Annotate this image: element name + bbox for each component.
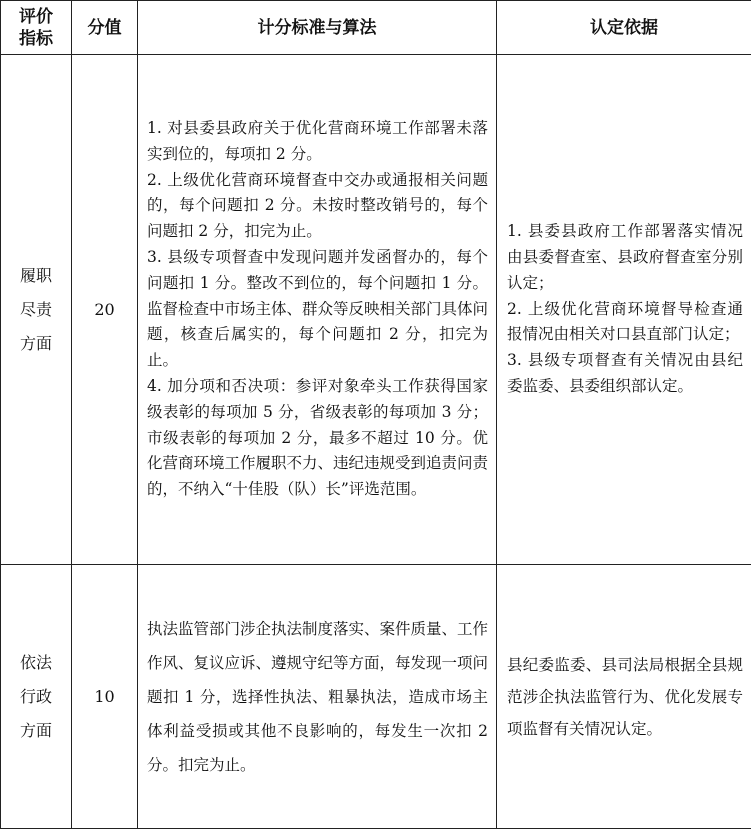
- indicator-line: 依法: [19, 652, 52, 672]
- rules-cell: [138, 55, 497, 565]
- score-cell: 10: [72, 565, 138, 829]
- rule-item: 执法监管部门涉企执法制度落实、案件质量、工作作风、复议应诉、遵规守纪等方面，每发现一项问题扣 1 分，选择性执法、粗暴执法，造成市场主体利益受损或其他不良影响的，每发生一次扣 2 分。扣完为止。: [147, 619, 489, 774]
- indicator-line: 尽责: [19, 299, 52, 319]
- rule-item: 3. 县级专项督查中发现问题并发函督办的，每个问题扣 1 分。整改不到位的，每个问题扣 1 分。监督检查中市场主体、群众等反映相关部门具体问题，核查后属实的，每个问题扣 2 分，扣完为止。: [147, 248, 489, 370]
- basis-item: 1. 县委县政府工作部署落实情况由县委督查室、县政府督查室分别认定；: [507, 222, 743, 292]
- rules-cell: [138, 565, 497, 829]
- header-basis: 认定依据: [497, 1, 751, 55]
- basis-item: 2. 上级优化营商环境督导检查通报情况由相关对口县直部门认定；: [507, 299, 743, 344]
- indicator-cell: [1, 565, 72, 829]
- basis-item: 县纪委监委、县司法局根据全县规范涉企执法监管行为、优化发展专项监督有关情况认定。: [507, 655, 743, 738]
- rule-item: 2. 上级优化营商环境督查中交办或通报相关问题的，每个问题扣 2 分。未按时整改销号的，每个问题扣 2 分，扣完为止。: [147, 170, 488, 241]
- table-row: [1, 565, 751, 829]
- header-rules: 计分标准与算法: [138, 1, 497, 55]
- indicator-line: 履职: [19, 265, 52, 285]
- header-indicator: [1, 1, 72, 55]
- basis-item: 3. 县级专项督查有关情况由县纪委监委、县委组织部认定。: [507, 351, 743, 395]
- basis-cell: [497, 55, 751, 565]
- indicator-line: 方面: [19, 333, 52, 353]
- indicator-line: 方面: [19, 720, 52, 740]
- header-score: 分值: [72, 1, 138, 55]
- rule-item: 4. 加分项和否决项：参评对象牵头工作获得国家级表彰的每项加 5 分，省级表彰的每项加 3 分；市级表彰的每项加 2 分，最多不超过 10 分。优化营商环境工作履职不力、违纪违规受到追责问责的，不纳入“十佳股（队）长”评选范围。: [147, 376, 489, 499]
- basis-cell: [497, 565, 751, 829]
- rule-item: 1. 对县委县政府关于优化营商环境工作部署未落实到位的，每项扣 2 分。: [147, 119, 488, 163]
- indicator-line: 行政: [19, 686, 52, 706]
- indicator-cell: [1, 55, 72, 565]
- header-indicator-line2: 指标: [19, 28, 53, 49]
- score-cell: 20: [72, 55, 138, 565]
- table-row: [1, 55, 751, 565]
- header-indicator-line1: 评价: [19, 6, 53, 27]
- header-row: [1, 1, 751, 55]
